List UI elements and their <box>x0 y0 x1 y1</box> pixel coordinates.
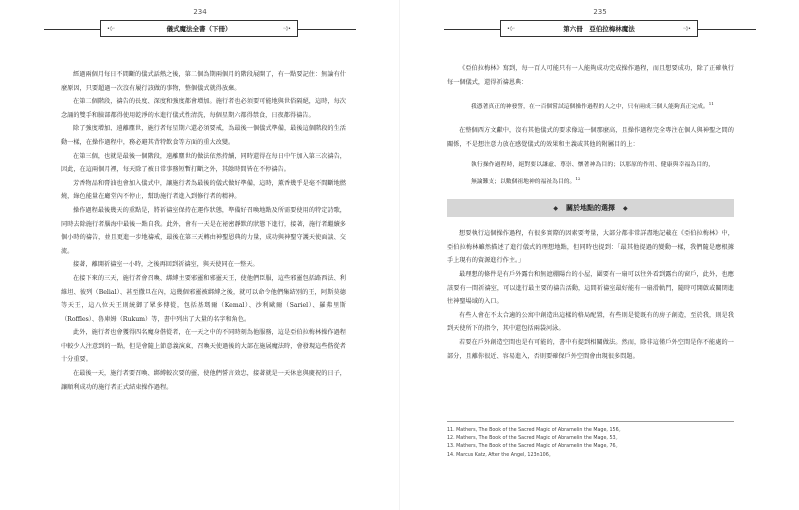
footnote: 12. Mathers, The Book of the Sacred Magic of Abramelin the Mage, 53。 <box>447 436 621 442</box>
left-page-number: 234 <box>193 8 207 16</box>
paragraph: 在整個西方文獻中，沒有其他儀式的要求像這一個那麼高，且操作過程完全專注在個人與神聖之間的關係，不是想注意力放在感覺儀式的效果和主義或其他的附屬目的上： <box>447 127 734 148</box>
paragraph: 經過兩個月每日不間斷的儀式話熱之後，第二個為期兩個月的階段展開了，有一點要記住：無論有什麼原因，只要超過一次沒有履行該做的事物，整個儀式就得放棄。 <box>61 71 346 92</box>
paragraph: 此外，施行者也會獲得四名魔身偕從者，在一天之中的不同時刻為他服務，這是亞伯拉梅林操作過程中較少人注意到的一點，但是會隨上節意義演東，召喚天使過後的大部在施展魔法時，會發現這些偕從者十分重要。 <box>61 329 346 364</box>
paragraph: 有些人會在不太合適的公寓中創造出這樣的格局配置，有些則是從既有的房子創造，至於我，則是我到天使所下的指令，其中還包括兩袋河泳。 <box>447 311 734 333</box>
footnote-rule <box>447 421 734 422</box>
paragraph: 接著，離開祈禱室一小時，之後再回到祈禱室，與天使同在一整天。 <box>73 261 259 269</box>
diamond-icon: ◆ <box>553 205 558 213</box>
paragraph: 在第二個階段，禱告的長度、深度和強度都會增加。施行者也必須要可能地與世俗隔絕，這時，每次念誦的雙手和臉部都得使用乾淨的水進行儀式性清洗，每個星期六都得禁食，日夜都得禱告。 <box>61 98 346 119</box>
paragraph: 在第三個，也就是最後一個階段，遠離塵世的做法依然持續，同時還得在每日中午加入第三次禱告，因此，在這兩個月裡，每天除了被日常事務短暫打斷之外，其餘時間皆在不停禱告。 <box>61 152 346 174</box>
left-header-ornament-left: •◊◦ <box>107 26 116 32</box>
footnote: 13. Mathers, The Book of the Sacred Magic of Abramelin the Mage, 76。 <box>447 444 621 450</box>
diamond-icon: ◆ <box>623 205 628 213</box>
section-heading: 關於地點的選擇 <box>566 204 615 213</box>
quote-text: 執行操作過程時，絕對要以謙虛、尊崇、懷著神為目的；以那原的作用、健康與幸福為目的，無論難支；以數個祖地神的福祉為目的。 <box>471 162 714 186</box>
footnote-ref: 11 <box>708 101 714 107</box>
section-heading-bar <box>447 199 734 217</box>
footnotes <box>447 427 734 460</box>
right-page-number: 235 <box>593 8 607 16</box>
block-quote <box>471 97 714 114</box>
paragraph: 操作過程最後幾天的重點是，將祈禱室保持在運作狀態，準備好召喚地點及所需要使用的特定詩歌，同時去除施行者腦海中最後一點自我。此外，會有一天是在祕密靜默的狀態下進行，接著，施行者繼續多個小時的禱告，並且更進一步地禱戒，最後在第三天轉由神聖恩典的力量，成功與神聖守護天使面談、交流。 <box>61 206 346 255</box>
right-body-text <box>447 62 734 363</box>
left-header-ornament-right: ◦◊• <box>282 26 291 32</box>
paragraph: 若要在戶外創造空間也是有可能的，書中有提到相關做法。然而，除非這僅戶外空間是你不能處的一部分，且離你很近、容易進入，否則要確保戶外空間會由現很多問題。 <box>447 338 734 360</box>
paragraph: 芳香物品和膏油也會加入儀式中，讓施行者為最後的儀式做好準備，這時，薰香幾乎是毫不間斷地燃燒，綠色能量在廳堂內不停止，幫助施行者進入到修行者的精神。 <box>61 179 346 201</box>
footnote-ref: 12 <box>575 176 581 182</box>
right-running-header <box>500 20 698 37</box>
left-body-text <box>61 68 346 394</box>
paragraph: 想要執行這個操作過程，有很多實際的因素要考量，大部分都非常詳盡地記載在《亞伯拉梅林》中，亞伯拉梅林雖然描述了進行儀式的理想地點，但同時也提到：「最其他提過的變動一樣，我們隨是應根據手上現有的資源進行作主。」 <box>447 230 734 265</box>
paragraph: 在最後一天，施行者要召喚、綁縛較次要的靈，使他們誓言效忠，接著就是一天休息與慶祝的日子，讓順利成功的施行者正式結束操作過程。 <box>61 370 346 391</box>
block-quote <box>471 159 714 189</box>
left-running-header <box>100 20 298 37</box>
right-header-title: 第六冊 亞伯拉梅林魔法 <box>563 25 635 33</box>
right-header-ornament-left: •◊◦ <box>507 26 516 32</box>
paragraph: 除了強度增加、遠離塵世，施行者每星期六還必須要戒，為最後一個儀式準備，最後這個階段的生活動一樣，在操作過程中，務必避其背特飲食等方面的重大改變。 <box>61 125 346 146</box>
paragraph: 最理想的條件是有戶外露台和無遮棚陽台的小屋，圍要有一扇可以往外看到露台的窗戶，此外，也應該要有一間祈禱室，可以進行最主要的禱告活動，這間祈禱室最好能有一扇滑軌門，隨時可開啟或關閉進往神聖場域的入口。 <box>447 271 734 306</box>
footnote: 11. Mathers, The Book of the Sacred Magic of Abramelin the Mage, 156。 <box>447 428 624 433</box>
right-page <box>400 0 799 510</box>
quote-text: 我憑著真正的神發誓，在一百個嘗試這個操作過程的人之中，只有兩成三個人能夠真正完成。 <box>471 104 709 111</box>
footnote: 14. Marcus Katz, After the Angel, 123n106。 <box>447 452 554 458</box>
right-header-ornament-right: ◦◊• <box>682 26 691 32</box>
paragraph: 《亞伯拉梅林》寫到，每一百人可能只有一人能夠成功完成操作過程，而且想要成功，除了正確執行每一個儀式，還得祈禱恩典： <box>447 65 734 86</box>
left-header-title: 儀式魔法全書（下冊） <box>166 25 232 33</box>
paragraph: 在接下來的三天，施行者會召喚、綁縛主要邪靈和邪靈天王，使他們臣服，這些邪靈包括路西法、利維坦、彼列（Belial）、甚至撒旦在內，這幾個邪靈被綁縛之後，就可以命令他們集結別的王，阿斯莫德等天王，這八位天王則統御了眾多傳從，包括基瑪爾（Kemal）、沙利歐爾（Sariel）、羅弗里斯（Roffles）、魯庫姆（Rukum）等，書中列出了大量的名字和角色。 <box>61 274 346 323</box>
